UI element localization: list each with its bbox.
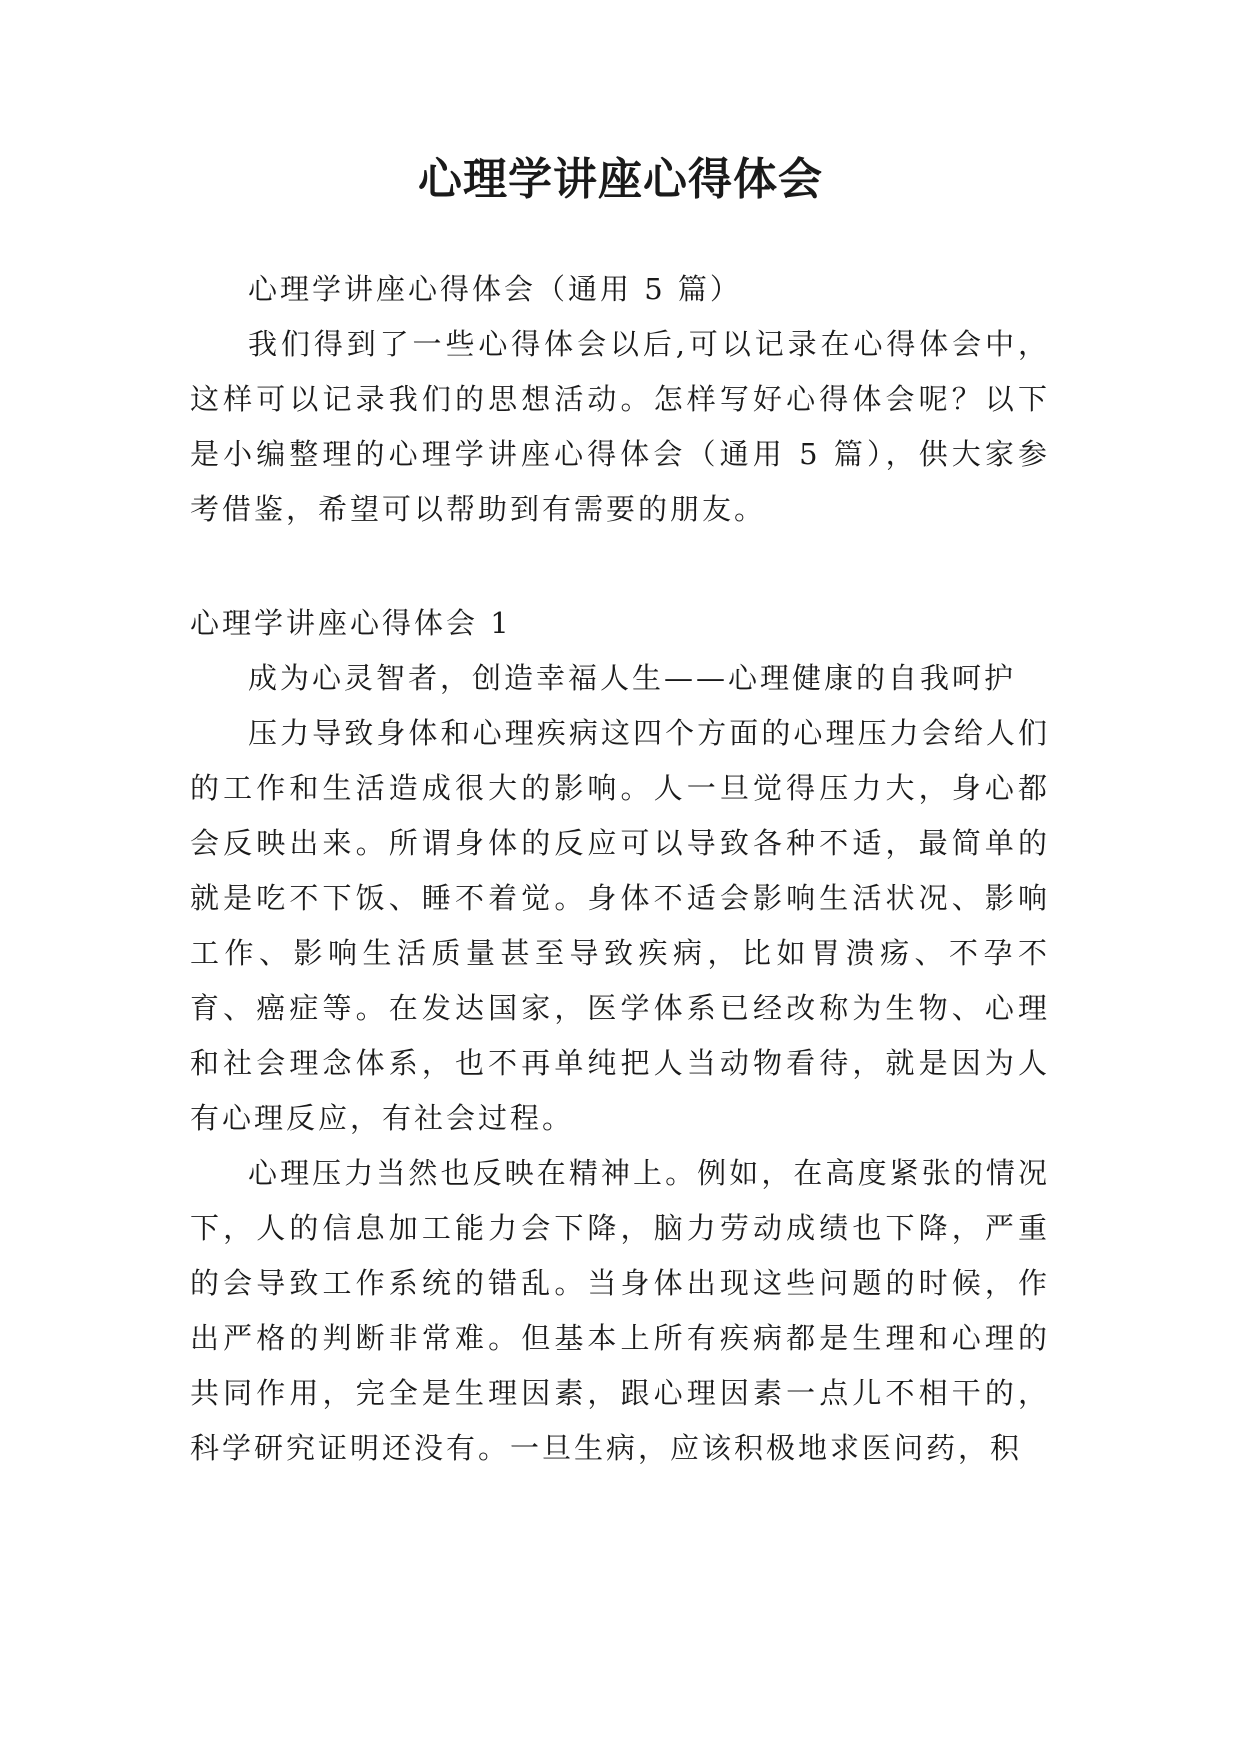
document-subtitle: 心理学讲座心得体会（通用 5 篇） [248,272,742,306]
section-1 [190,596,1050,1476]
section-paragraph: 成为心灵智者，创造幸福人生——心理健康的自我呵护 [248,661,1017,695]
section-paragraph: 压力导致身体和心理疾病这四个方面的心理压力会给人们的工作和生活造成很大的影响。人一旦觉得压力大，身心都会反映出来。所谓身体的反应可以导致各种不适，最简单的就是吃不下饭、睡不着觉。身体不适会影响生活状况、影响工作、影响生活质量甚至导致疾病，比如胃溃疡、不孕不育、癌症等。在发达国家，医学体系已经改称为生物、心理和社会理念体系，也不再单纯把人当动物看待，就是因为人有心理反应，有社会过程。 [190,716,1050,1135]
document-title: 心理学讲座心得体会 [418,154,823,205]
document-body [190,262,1050,1476]
section-heading: 心理学讲座心得体会 1 [190,606,512,640]
intro-paragraph: 我们得到了一些心得体会以后,可以记录在心得体会中，这样可以记录我们的思想活动。怎样写好心得体会呢？以下是小编整理的心理学讲座心得体会（通用 5 篇），供大家参考借鉴，希望可以帮助到有需要的朋友。 [190,327,1050,526]
section-paragraph: 心理压力当然也反映在精神上。例如，在高度紧张的情况下，人的信息加工能力会下降，脑力劳动成绩也下降，严重的会导致工作系统的错乱。当身体出现这些问题的时候，作出严格的判断非常难。但基本上所有疾病都是生理和心理的共同作用，完全是生理因素，跟心理因素一点儿不相干的，科学研究证明还没有。一旦生病，应该积极地求医问药，积 [190,1156,1050,1465]
